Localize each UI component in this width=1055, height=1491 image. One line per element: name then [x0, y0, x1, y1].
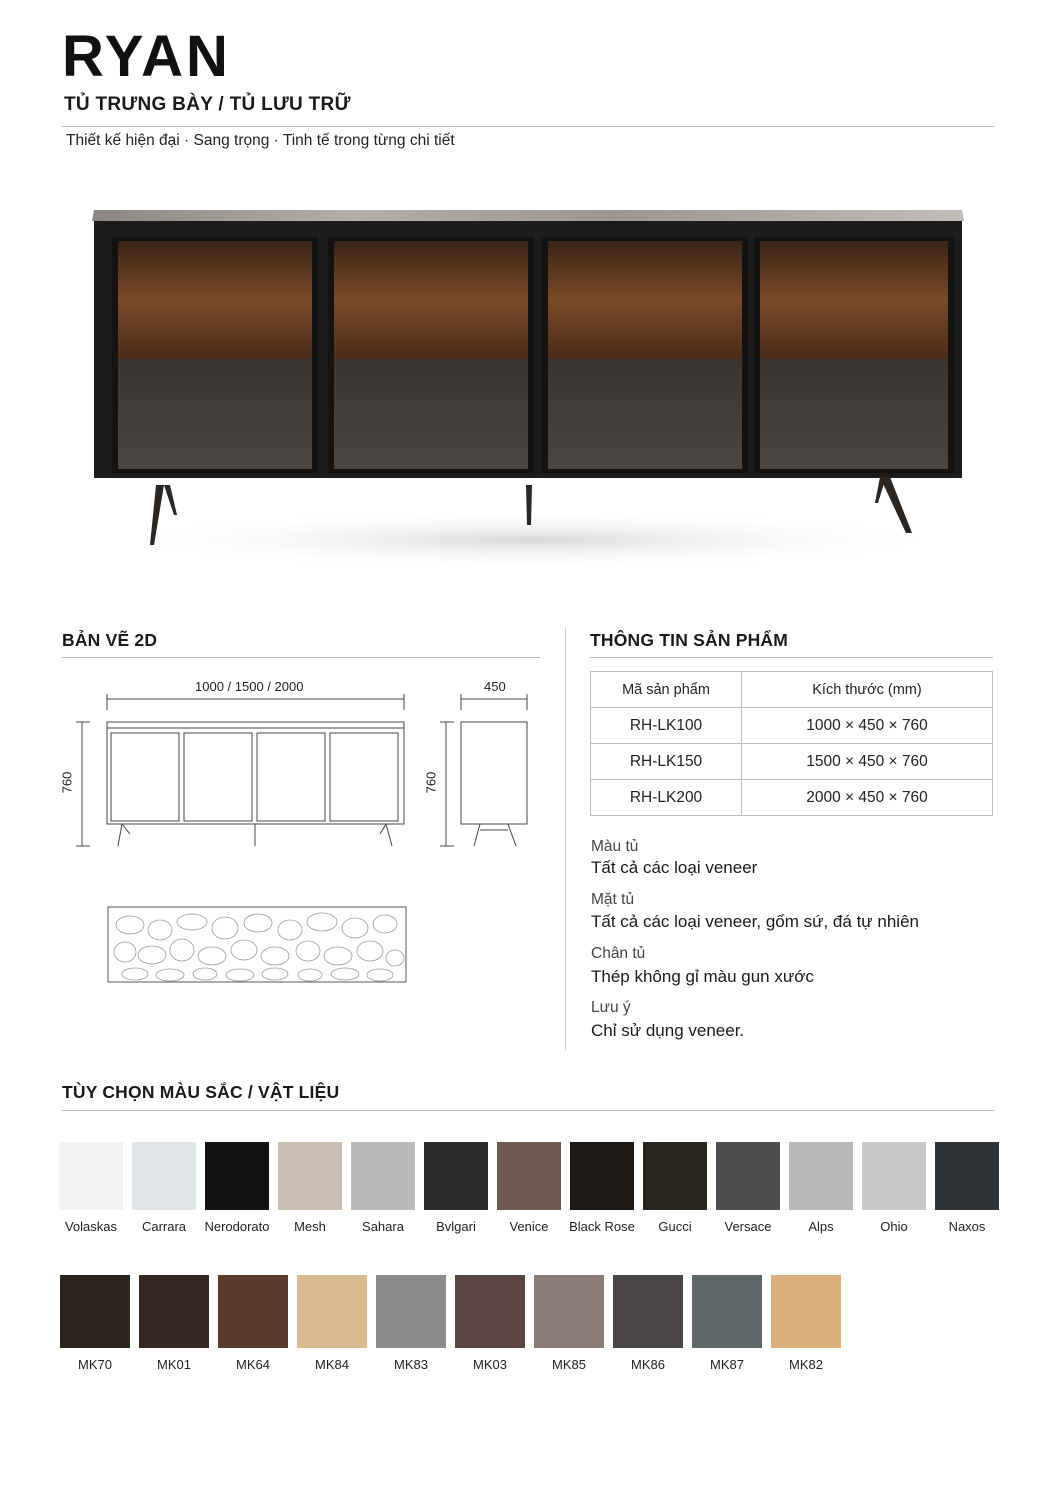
swatch-name: MK83 — [394, 1357, 428, 1372]
header-size: Kích thước (mm) — [742, 672, 993, 708]
swatch-name: Bvlgari — [436, 1219, 476, 1234]
front-height-label: 760 — [59, 771, 75, 794]
swatch-tile — [139, 1275, 209, 1348]
material-swatch[interactable] — [771, 1275, 851, 1372]
material-swatch[interactable] — [455, 1275, 535, 1372]
swatch-name: MK01 — [157, 1357, 191, 1372]
product-image — [80, 185, 980, 585]
swatch-name: Alps — [808, 1219, 834, 1234]
header-code: Mã sản phẩm — [591, 672, 742, 708]
material-swatch[interactable] — [613, 1275, 693, 1372]
header-divider — [62, 126, 994, 127]
swatch-name: Black Rose — [569, 1219, 635, 1234]
swatch-tile — [376, 1275, 446, 1348]
swatch-name: Versace — [724, 1219, 772, 1234]
swatch-tile — [455, 1275, 525, 1348]
table-row — [591, 744, 993, 780]
detail-value-top: Tất cả các loại veneer, gốm sứ, đá tự nhiên — [591, 912, 919, 931]
tagline: Thiết kế hiện đại · Sang trọng · Tinh tế trong từng chi tiết — [66, 132, 455, 149]
material-swatch[interactable] — [139, 1275, 219, 1372]
drawing-divider — [62, 657, 540, 658]
detail-label-color: Màu tủ — [591, 838, 639, 855]
swatch-name: MK85 — [552, 1357, 586, 1372]
swatch-tile — [59, 1142, 123, 1210]
depth-dimension-label: 450 — [484, 679, 506, 694]
swatch-name: MK84 — [315, 1357, 349, 1372]
table-row — [591, 708, 993, 744]
detail-value-color: Tất cả các loại veneer — [591, 858, 758, 877]
swatch-tile — [218, 1275, 288, 1348]
drawing-section-title: BẢN VẼ 2D — [62, 630, 158, 650]
cell-code: RH-LK100 — [591, 708, 742, 744]
swatch-tile — [570, 1142, 634, 1210]
width-dimension-label: 1000 / 1500 / 2000 — [195, 679, 304, 694]
cell-code: RH-LK200 — [591, 780, 742, 816]
brand-title: RYAN — [62, 24, 231, 89]
detail-value-legs: Thép không gỉ màu gun xước — [591, 967, 814, 986]
detail-label-legs: Chân tủ — [591, 945, 646, 962]
swatch-tile — [534, 1275, 604, 1348]
swatch-tile — [935, 1142, 999, 1210]
material-swatch[interactable] — [376, 1275, 456, 1372]
swatch-name: MK70 — [78, 1357, 112, 1372]
swatch-tile — [278, 1142, 342, 1210]
product-subtitle: TỦ TRƯNG BÀY / TỦ LƯU TRỮ — [64, 94, 351, 115]
technical-drawing — [60, 690, 540, 990]
swatch-name: Volaskas — [64, 1219, 118, 1234]
cell-size: 1000 × 450 × 760 — [742, 708, 993, 744]
side-height-label: 760 — [423, 771, 439, 794]
cell-size: 1500 × 450 × 760 — [742, 744, 993, 780]
swatch-tile — [60, 1275, 130, 1348]
swatch-name: Nerodorato — [204, 1219, 270, 1234]
materials-divider — [62, 1110, 994, 1111]
cell-code: RH-LK150 — [591, 744, 742, 780]
swatch-tile — [132, 1142, 196, 1210]
swatch-tile — [205, 1142, 269, 1210]
material-swatch[interactable] — [935, 1142, 1009, 1234]
swatch-name: MK87 — [710, 1357, 744, 1372]
swatch-tile — [716, 1142, 780, 1210]
swatch-tile — [862, 1142, 926, 1210]
material-swatch[interactable] — [297, 1275, 377, 1372]
material-swatch[interactable] — [60, 1275, 140, 1372]
material-swatch[interactable] — [534, 1275, 614, 1372]
info-section-title: THÔNG TIN SẢN PHẨM — [590, 630, 789, 650]
swatch-tile — [692, 1275, 762, 1348]
info-divider — [590, 657, 993, 658]
cell-size: 2000 × 450 × 760 — [742, 780, 993, 816]
swatch-name: MK82 — [789, 1357, 823, 1372]
swatch-name: Ohio — [880, 1219, 908, 1234]
swatch-name: MK03 — [473, 1357, 507, 1372]
detail-label-note: Lưu ý — [591, 999, 631, 1016]
section-divider — [565, 628, 566, 1050]
swatch-name: Venice — [509, 1219, 549, 1234]
swatch-name: MK64 — [236, 1357, 270, 1372]
detail-value-note: Chỉ sử dụng veneer. — [591, 1021, 745, 1040]
materials-section-title: TÙY CHỌN MÀU SẮC / VẬT LIỆU — [62, 1082, 340, 1102]
swatch-tile — [771, 1275, 841, 1348]
swatch-tile — [613, 1275, 683, 1348]
swatch-tile — [424, 1142, 488, 1210]
swatch-tile — [351, 1142, 415, 1210]
swatch-tile — [789, 1142, 853, 1210]
spec-table-header-row — [591, 672, 993, 708]
material-swatch[interactable] — [692, 1275, 772, 1372]
table-row — [591, 780, 993, 816]
swatch-name: Carrara — [141, 1219, 187, 1234]
swatch-name: Gucci — [658, 1219, 692, 1234]
detail-label-top: Mặt tủ — [591, 891, 635, 908]
swatch-tile — [643, 1142, 707, 1210]
swatch-name: MK86 — [631, 1357, 665, 1372]
material-swatch[interactable] — [218, 1275, 298, 1372]
swatch-name: Mesh — [294, 1219, 326, 1234]
swatch-tile — [497, 1142, 561, 1210]
swatch-name: Sahara — [362, 1219, 404, 1234]
spec-table — [590, 671, 993, 816]
swatch-name: Naxos — [948, 1219, 986, 1234]
swatch-tile — [297, 1275, 367, 1348]
